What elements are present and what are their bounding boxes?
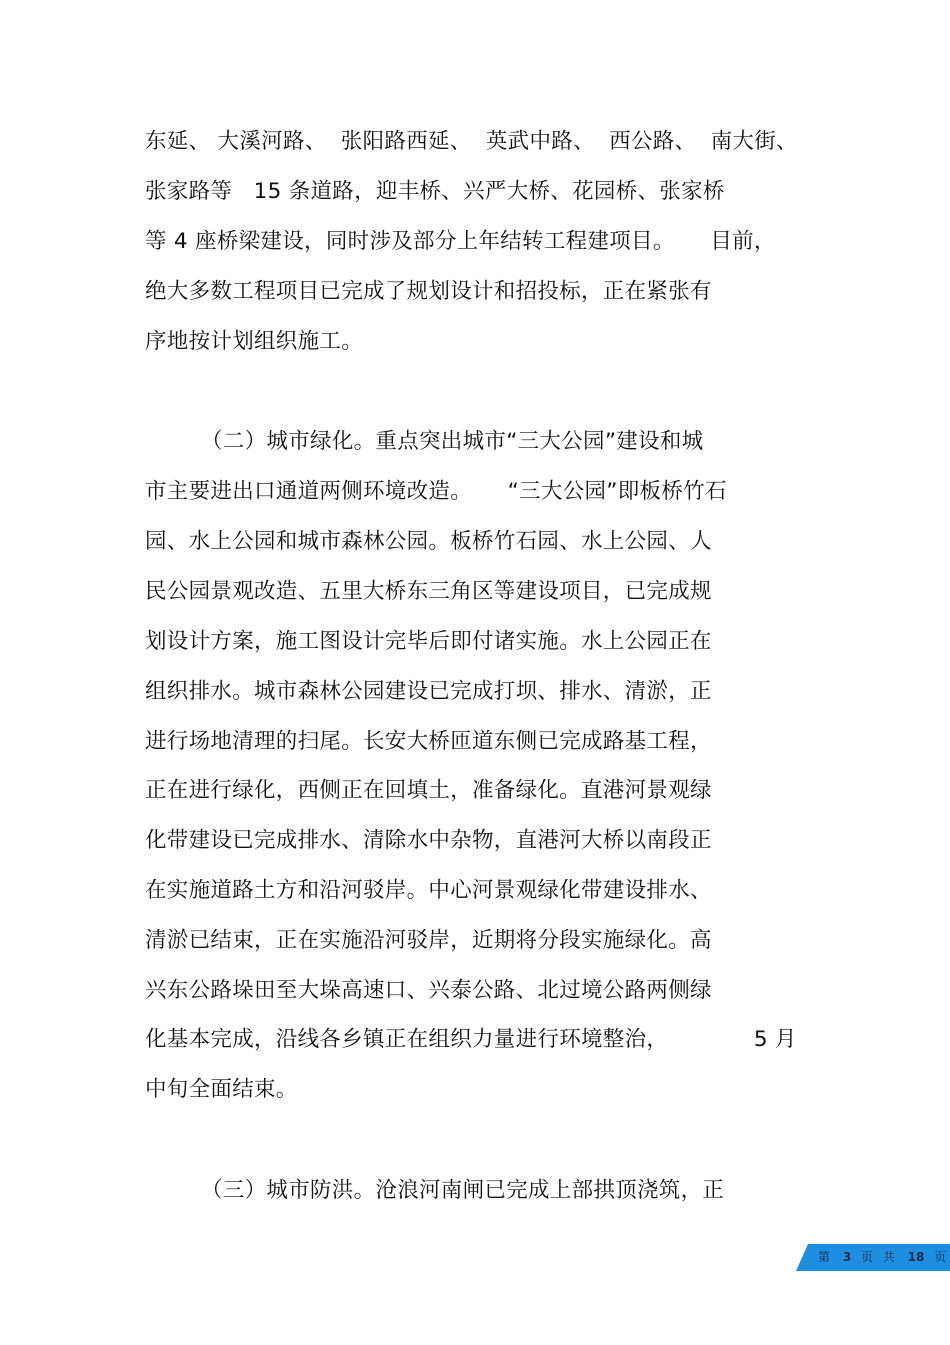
body-text-line: 在实施道路土方和沿河驳岸。中心河景观绿化带建设排水、 xyxy=(145,878,712,903)
section-heading-line: （三）城市防洪。沧浪河南闸已完成上部拱顶浇筑，正 xyxy=(201,1178,725,1203)
section-heading-line: （二）城市绿化。重点突出城市“三大公园”建设和城 xyxy=(201,429,704,454)
body-text-line: 等 4 座桥梁建设，同时涉及部分上年结转工程建项目。 目前， xyxy=(145,229,776,254)
body-text-line: 组织排水。城市森林公园建设已完成打坝、排水、清淤，正 xyxy=(145,679,712,704)
body-text-line: 划设计方案，施工图设计完毕后即付诸实施。水上公园正在 xyxy=(145,629,712,654)
body-text-line: 中旬全面结束。 xyxy=(145,1077,298,1102)
page-number-badge xyxy=(796,1244,950,1271)
body-text-line: 东延、 大溪河路、 张阳路西延、 英武中路、 西公路、 南大街、 xyxy=(145,129,798,154)
body-text-line: 园、水上公园和城市森林公园。板桥竹石园、水上公园、人 xyxy=(145,529,712,554)
body-text-line: 化带建设已完成排水、清除水中杂物，直港河大桥以南段正 xyxy=(145,828,712,853)
page-number-text xyxy=(818,1248,949,1266)
page-suffix: 页 xyxy=(934,1250,950,1264)
current-page-number: 3 xyxy=(842,1250,852,1264)
body-text-line: 市主要进出口通道两侧环境改造。 “三大公园”即板桥竹石 xyxy=(145,479,727,504)
body-text-line: 进行场地清理的扫尾。长安大桥匝道东侧已完成路基工程， xyxy=(145,729,712,754)
body-text-line: 序地按计划组织施工。 xyxy=(145,329,364,354)
body-text-line: 兴东公路垛田至大垛高速口、兴泰公路、北过境公路两侧绿 xyxy=(145,978,712,1003)
page-middle-text: 页 共 xyxy=(861,1250,898,1264)
page-prefix: 第 xyxy=(818,1250,834,1264)
body-text-line: 正在进行绿化，西侧正在回填土，准备绿化。直港河景观绿 xyxy=(145,778,712,803)
body-text-line: 化基本完成，沿线各乡镇正在组织力量进行环境整治， 5 月 xyxy=(145,1027,797,1052)
body-text-line: 张家路等 15 条道路，迎丰桥、兴严大桥、花园桥、张家桥 xyxy=(145,179,725,204)
total-pages-number: 18 xyxy=(907,1250,925,1264)
body-text-line: 清淤已结束，正在实施沿河驳岸，近期将分段实施绿化。高 xyxy=(145,928,712,953)
body-text-line: 民公园景观改造、五里大桥东三角区等建设项目，已完成规 xyxy=(145,579,712,604)
body-text-line: 绝大多数工程项目已完成了规划设计和招投标，正在紧张有 xyxy=(145,279,712,304)
